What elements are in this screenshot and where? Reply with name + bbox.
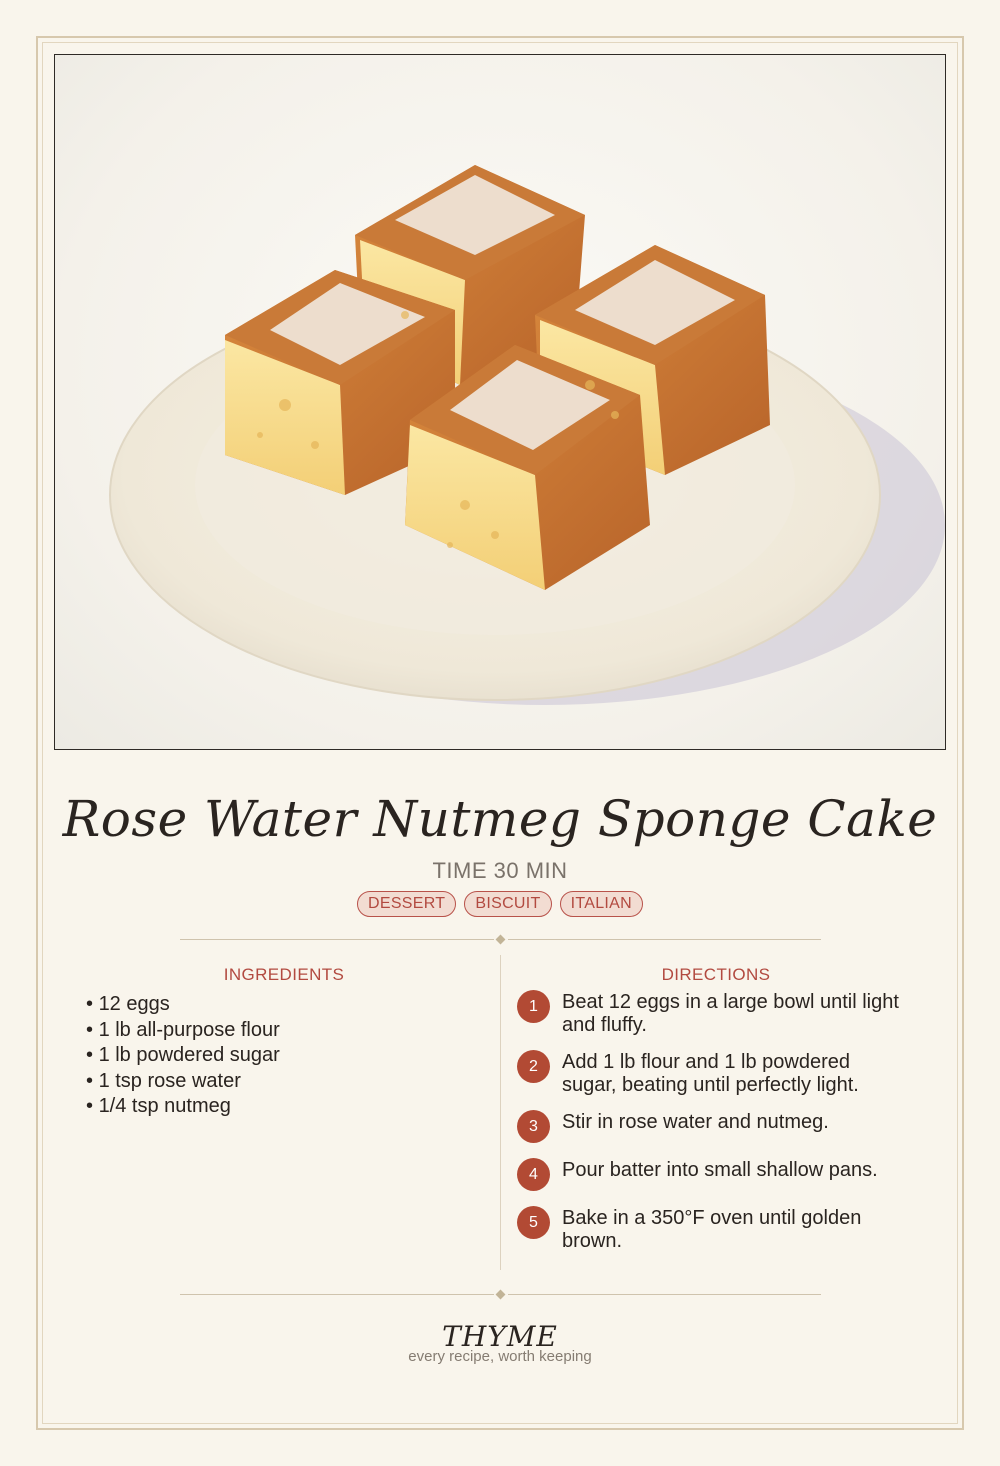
ingredient-item: • 1 tsp rose water — [86, 1069, 280, 1095]
step-number: 4 — [517, 1158, 550, 1191]
step-number: 1 — [517, 990, 550, 1023]
tag-italian[interactable]: ITALIAN — [560, 891, 643, 917]
cook-time: TIME 30 MIN — [432, 858, 568, 883]
direction-step — [517, 990, 917, 1037]
direction-step — [517, 1158, 917, 1191]
tag-list — [0, 891, 1000, 917]
ingredients-heading: INGREDIENTS — [223, 965, 345, 984]
ingredient-item: • 12 eggs — [86, 992, 280, 1018]
step-text: Stir in rose water and nutmeg. — [562, 1111, 829, 1133]
step-text: Add 1 lb flour and 1 lb powdered sugar, beating until perfectly light. — [562, 1051, 859, 1096]
direction-step — [517, 1050, 917, 1097]
direction-step — [517, 1110, 917, 1143]
step-text: Bake in a 350°F oven until golden brown. — [562, 1207, 862, 1252]
tag-dessert[interactable]: DESSERT — [357, 891, 456, 917]
step-number: 2 — [517, 1050, 550, 1083]
column-separator — [500, 955, 501, 1270]
recipe-title: Rose Water Nutmeg Sponge Cake — [62, 790, 938, 848]
ingredient-item: • 1/4 tsp nutmeg — [86, 1094, 280, 1120]
directions-heading: DIRECTIONS — [661, 965, 771, 984]
step-text: Beat 12 eggs in a large bowl until light and fluffy. — [562, 991, 899, 1036]
sponge-cake-illustration — [55, 55, 946, 750]
tag-biscuit[interactable]: BISCUIT — [464, 891, 551, 917]
ingredient-item: • 1 lb powdered sugar — [86, 1043, 280, 1069]
brand-logo: THYME — [442, 1320, 558, 1353]
brand-tagline: every recipe, worth keeping — [408, 1348, 592, 1365]
recipe-photo — [54, 54, 946, 750]
ingredient-item: • 1 lb all-purpose flour — [86, 1018, 280, 1044]
direction-step — [517, 1206, 917, 1253]
step-number: 5 — [517, 1206, 550, 1239]
step-number: 3 — [517, 1110, 550, 1143]
ingredients-list — [86, 992, 280, 1120]
step-text: Pour batter into small shallow pans. — [562, 1159, 878, 1181]
